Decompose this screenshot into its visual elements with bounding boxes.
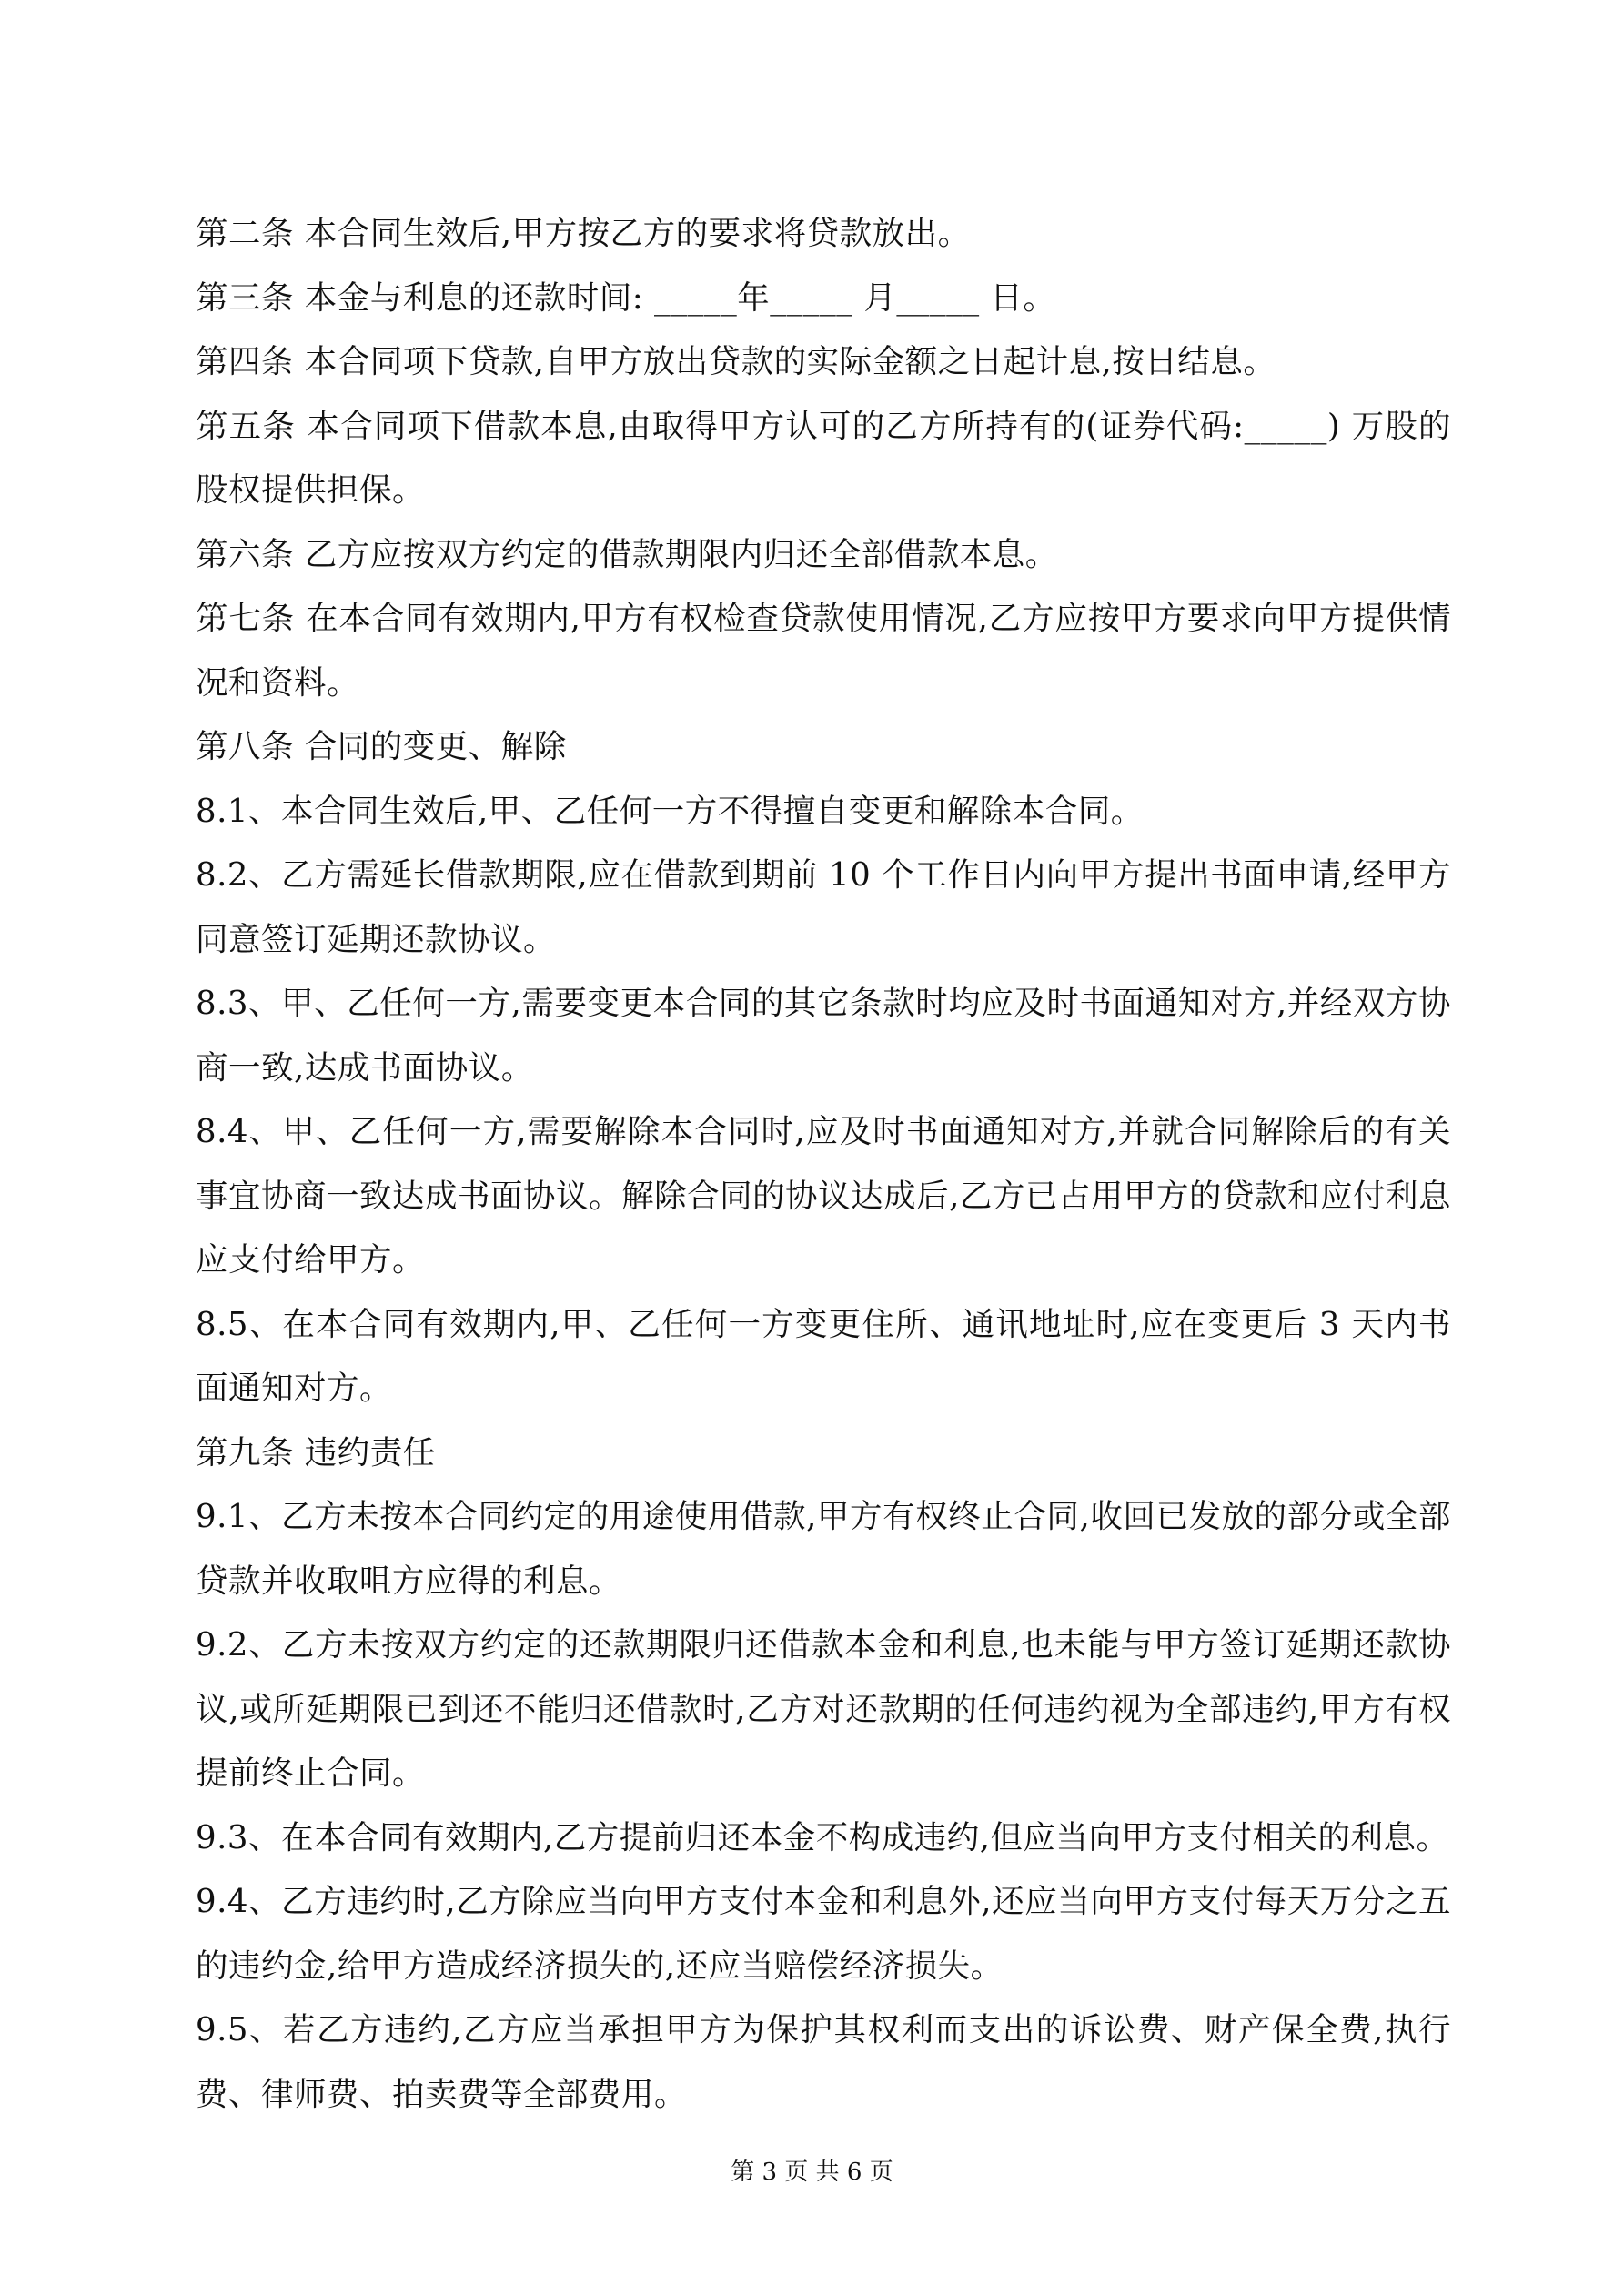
clause-9-1: 9.1、乙方未按本合同约定的用途使用借款,甲方有权终止合同,收回已发放的部分或全部贷款并收取咀方应得的利息。 xyxy=(196,1498,1451,1600)
clause-9-heading: 第九条 违约责任 xyxy=(196,1433,436,1472)
document-body xyxy=(196,202,1451,2127)
clause-8-heading: 第八条 合同的变更、解除 xyxy=(196,728,567,765)
clause-8-4: 8.4、甲、乙任何一方,需要解除本合同时,应及时书面通知对方,并就合同解除后的有关事宜协商一致达成书面协议。解除合同的协议达成后,乙方已占用甲方的贷款和应付利息应支付给甲方。 xyxy=(196,1113,1451,1279)
clause-6: 第六条 乙方应按双方约定的借款期限内归还全部借款本息。 xyxy=(196,535,1058,573)
clause-2: 第二条 本合同生效后,甲方按乙方的要求将贷款放出。 xyxy=(196,215,971,252)
clause-9-3: 9.3、在本合同有效期内,乙方提前归还本金不构成违约,但应当向甲方支付相关的利息。 xyxy=(196,1818,1449,1856)
clause-7: 第七条 在本合同有效期内,甲方有权检查贷款使用情况,乙方应按甲方要求向甲方提供情况和资料。 xyxy=(196,600,1451,702)
clause-8-2: 8.2、乙方需延长借款期限,应在借款到期前 10 个工作日内向甲方提出书面申请,经甲方同意签订延期还款协议。 xyxy=(196,856,1451,958)
clause-9-4: 9.4、乙方违约时,乙方除应当向甲方支付本金和利息外,还应当向甲方支付每天万分之五的违约金,给甲方造成经济损失的,还应当赔偿经济损失。 xyxy=(196,1883,1451,1985)
clause-4: 第四条 本合同项下贷款,自甲方放出贷款的实际金额之日起计息,按日结息。 xyxy=(196,343,1276,380)
clause-5: 第五条 本合同项下借款本息,由取得甲方认可的乙方所持有的(证券代码:_____) 万股的股权提供担保。 xyxy=(196,407,1451,509)
clause-8-3: 8.3、甲、乙任何一方,需要变更本合同的其它条款时均应及时书面通知对方,并经双方协商一致,达成书面协议。 xyxy=(196,985,1451,1087)
clause-9-5: 9.5、若乙方违约,乙方应当承担甲方为保护其权利而支出的诉讼费、财产保全费,执行费、律师费、拍卖费等全部费用。 xyxy=(196,2011,1451,2113)
page-number-footer: 第 3 页 共 6 页 xyxy=(731,2159,893,2186)
clause-9-2: 9.2、乙方未按双方约定的还款期限归还借款本金和利息,也未能与甲方签订延期还款协议,或所延期限已到还不能归还借款时,乙方对还款期的任何违约视为全部违约,甲方有权提前终止合同。 xyxy=(196,1626,1451,1792)
clause-8-1: 8.1、本合同生效后,甲、乙任何一方不得擅自变更和解除本合同。 xyxy=(196,792,1144,830)
clause-3: 第三条 本金与利息的还款时间: _____年_____ 月_____ 日。 xyxy=(196,278,1056,317)
clause-8-5: 8.5、在本合同有效期内,甲、乙任何一方变更住所、通讯地址时,应在变更后 3 天内书面通知对方。 xyxy=(196,1305,1451,1407)
